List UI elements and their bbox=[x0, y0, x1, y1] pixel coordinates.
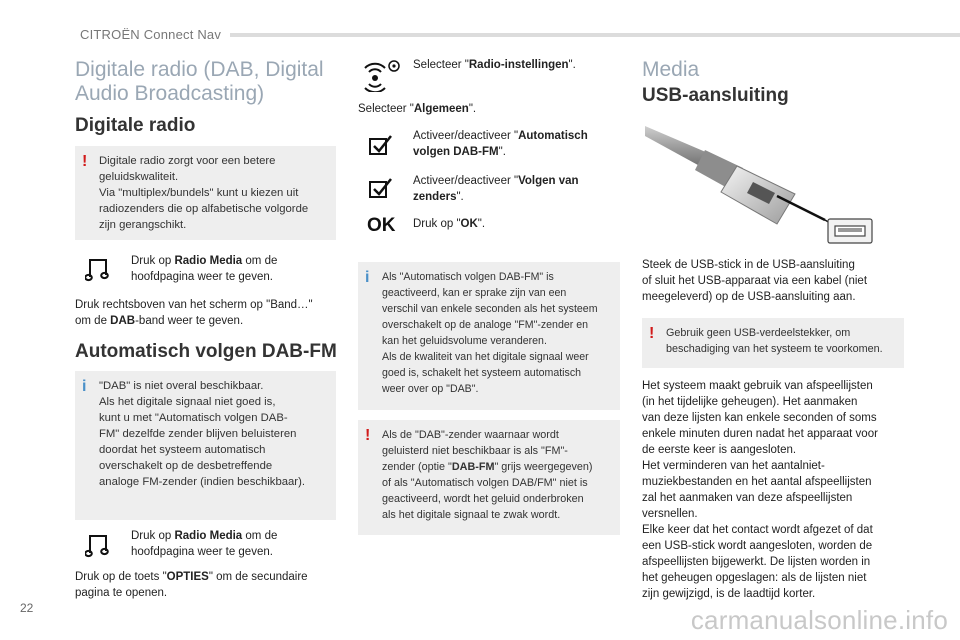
warning-note-usb-hub: ! Gebruik geen USB-verdeelstekker, om beschadiging van het systeem te voorkomen. bbox=[642, 318, 904, 368]
media-title: Media bbox=[642, 58, 700, 81]
subsection-title-auto-follow: Automatisch volgen DAB-FM bbox=[75, 341, 337, 362]
warning-icon: ! bbox=[82, 153, 88, 170]
paragraph-options: Druk op de toets "OPTIES" om de secundaire pagina te openen. bbox=[75, 571, 308, 599]
paragraph-band: Druk rechtsboven van het scherm op "Band…" om de DAB-band weer te geven. bbox=[75, 299, 313, 327]
playlist-paragraph: Het systeem maakt gebruik van afspeellijsten (in het tijdelijke geheugen). Het aanmaken van deze lijsten kan enkele seconden of soms enkele minuten duren nadat het apparaat voor de eerste keer is aangesloten. Het verminderen van het aantalniet- muziekbestanden en het aantal afspeellijsten zal het aanmaken van deze afspeellijsten versnellen. Elke keer dat het contact wordt afgezet of dat een USB-stick wordt aangesloten, worden de afspeellijsten bijgewerkt. De lijsten worden in het geheugen opgeslagen: als de lijsten niet zijn gewijzigd, is de laadtijd korter. bbox=[642, 380, 878, 600]
checkbox-icon bbox=[369, 177, 393, 199]
warning-note-dab-fm: ! Als de "DAB"-zender waarnaar wordt geluisterd niet beschikbaar is als "FM"- zender (optie "DAB-FM" grijs weergegeven) of als "Automatisch volgen DAB/FM" niet is geactiveerd, wordt het geluid onderbroken als het digitale signaal te zwak wordt. bbox=[358, 420, 620, 535]
page-number: 22 bbox=[20, 601, 34, 615]
checkbox-icon bbox=[369, 134, 393, 156]
info-icon: i bbox=[365, 269, 370, 286]
step-select-general: Selecteer "Algemeen". bbox=[358, 103, 477, 115]
ok-icon: OK bbox=[367, 215, 396, 236]
step-radio-settings: Selecteer "Radio-instellingen". bbox=[413, 59, 576, 71]
usb-subtitle: USB-aansluiting bbox=[642, 85, 789, 106]
subsection-title: Digitale radio bbox=[75, 115, 196, 136]
info-note-auto-follow: i Als "Automatisch volgen DAB-FM" is geactiveerd, kan er sprake zijn van een verschil van enkele seconden als het systeem overschakelt op de analoge "FM"-zender en kan het geluidsvolume veranderen. Als de kwaliteit van het digitale signaal weer goed is, schakelt het systeem automatisch weer over op "DAB". bbox=[358, 262, 620, 410]
info-note-dab: i "DAB" is niet overal beschikbaar. Als het digitale signaal niet goed is, kunt u met "Automatisch volgen DAB- FM" dezelfde zender blijven beluisteren doordat het systeem automatisch overschakelt op de desbetreffende analoge FM-zender (indien beschikbaar). bbox=[75, 371, 336, 520]
step-follow-stations: Activeer/deactiveer "Volgen van zenders". bbox=[413, 175, 579, 203]
usb-port-icon bbox=[827, 218, 873, 244]
step-radio-media-2: Druk op Radio Media om de hoofdpagina weer te geven. bbox=[131, 530, 278, 558]
header-rule bbox=[230, 33, 960, 37]
info-icon: i bbox=[82, 378, 87, 395]
section-title: Digitale radio (DAB, Digital Audio Broadcasting) bbox=[75, 58, 324, 105]
music-note-icon bbox=[85, 255, 111, 283]
music-note-icon bbox=[85, 531, 111, 559]
warning-note-digital-radio: ! Digitale radio zorgt voor een betere geluidskwaliteit. Via "multiplex/bundels" kunt u kiezen uit radiozenders die op alfabetische volgorde zijn gerangschikt. bbox=[75, 146, 336, 240]
watermark: carmanualsonline.info bbox=[690, 605, 948, 635]
step-radio-media: Druk op Radio Media om de hoofdpagina weer te geven. bbox=[131, 255, 278, 283]
step-press-ok: Druk op "OK". bbox=[413, 218, 486, 230]
step-auto-follow: Activeer/deactiveer "Automatisch volgen DAB-FM". bbox=[413, 130, 588, 158]
manual-header-title: CITROËN Connect Nav bbox=[80, 27, 222, 42]
warning-icon: ! bbox=[365, 427, 371, 444]
warning-icon: ! bbox=[649, 325, 655, 342]
usb-instruction: Steek de USB-stick in de USB-aansluiting of sluit het USB-apparaat via een kabel (niet meegeleverd) op de USB-aansluiting aan. bbox=[642, 259, 868, 303]
radio-settings-icon bbox=[360, 56, 404, 92]
